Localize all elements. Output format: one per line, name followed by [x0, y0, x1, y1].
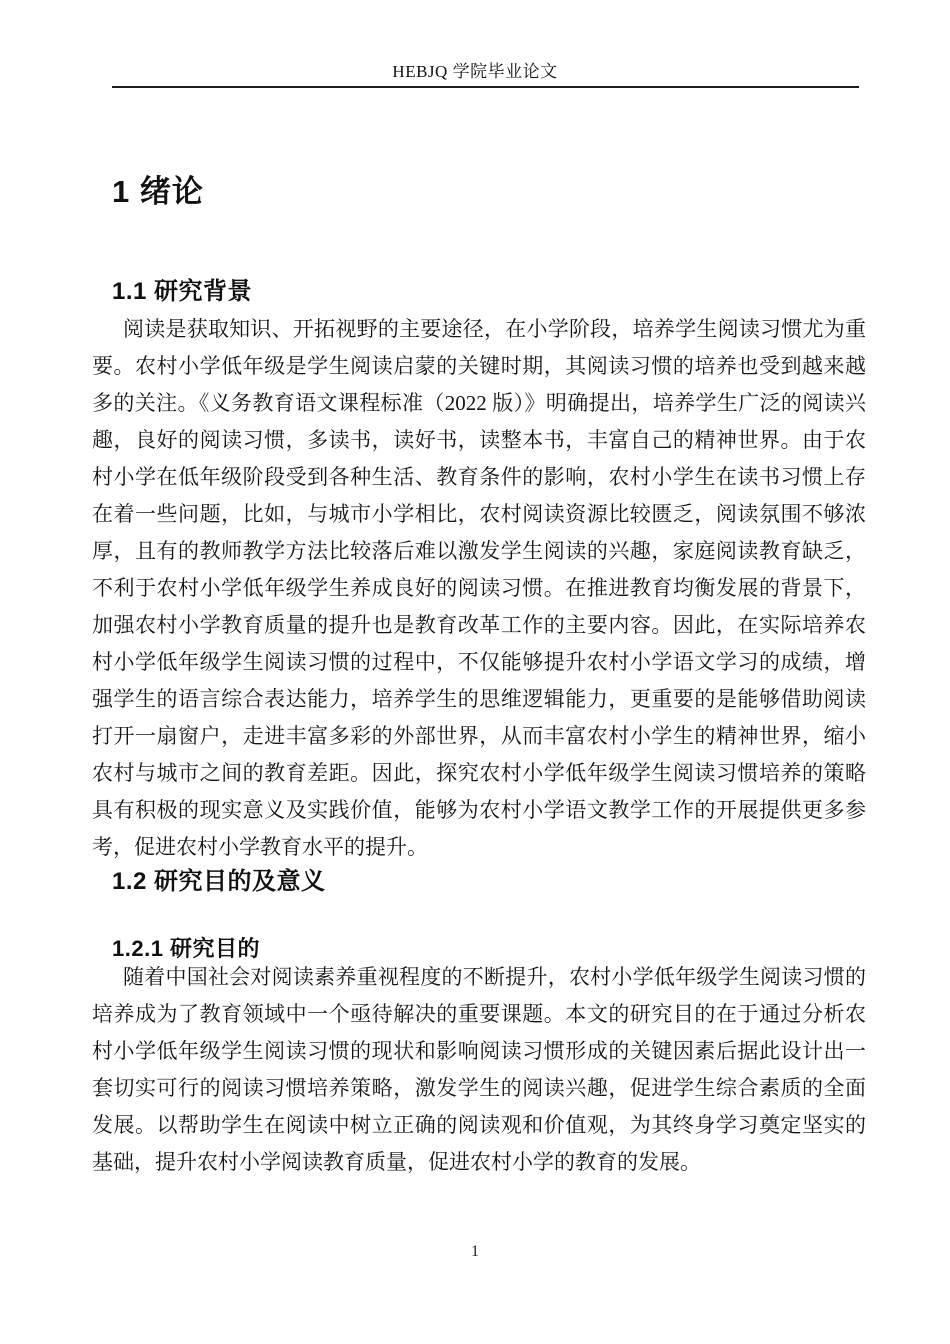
header-divider [112, 86, 859, 88]
section-1-1-heading: 1.1 研究背景 [112, 277, 253, 305]
chapter-heading: 1 绪论 [112, 173, 204, 209]
page-number: 1 [471, 1243, 479, 1260]
page-header [0, 57, 950, 82]
page-footer [0, 1243, 950, 1261]
section-1-2-heading: 1.2 研究目的及意义 [112, 867, 326, 895]
header-title: HEBJQ 学院毕业论文 [392, 62, 558, 81]
section-1-2-1-heading: 1.2.1 研究目的 [112, 936, 261, 961]
section-1-2-1-paragraph: 随着中国社会对阅读素养重视程度的不断提升，农村小学低年级学生阅读习惯的培养成为了教育领域中一个亟待解决的重要课题。本文的研究目的在于通过分析农村小学低年级学生阅读习惯的现状和影响阅读习惯形成的关键因素后据此设计出一套切实可行的阅读习惯培养策略，激发学生的阅读兴趣，促进学生综合素质的全面发展。以帮助学生在阅读中树立正确的阅读观和价值观，为其终身学习奠定坚实的基础，提升农村小学阅读教育质量，促进农村小学的教育的发展。 [92, 965, 866, 1174]
section-1-1-paragraph: 阅读是获取知识、开拓视野的主要途径，在小学阶段，培养学生阅读习惯尤为重要。农村小学低年级是学生阅读启蒙的关键时期，其阅读习惯的培养也受到越来越多的关注。《义务教育语文课程标准（2022 版）》明确提出，培养学生广泛的阅读兴趣，良好的阅读习惯，多读书，读好书，读整本书，丰富自己的精神世界。由于农村小学在低年级阶段受到各种生活、教育条件的影响，农村小学生在读书习惯上存在着一些问题，比如，与城市小学相比，农村阅读资源比较匮乏，阅读氛围不够浓厚，且有的教师教学方法比较落后难以激发学生阅读的兴趣，家庭阅读教育缺乏，不利于农村小学低年级学生养成良好的阅读习惯。在推进教育均衡发展的背景下，加强农村小学教育质量的提升也是教育改革工作的主要内容。因此，在实际培养农村小学低年级学生阅读习惯的过程中，不仅能够提升农村小学语文学习的成绩，增强学生的语言综合表达能力，培养学生的思维逻辑能力，更重要的是能够借助阅读打开一扇窗户，走进丰富多彩的外部世界，从而丰富农村小学生的精神世界，缩小农村与城市之间的教育差距。因此，探究农村小学低年级学生阅读习惯培养的策略具有积极的现实意义及实践价值，能够为农村小学语文教学工作的开展提供更多参考，促进农村小学教育水平的提升。 [92, 317, 866, 859]
